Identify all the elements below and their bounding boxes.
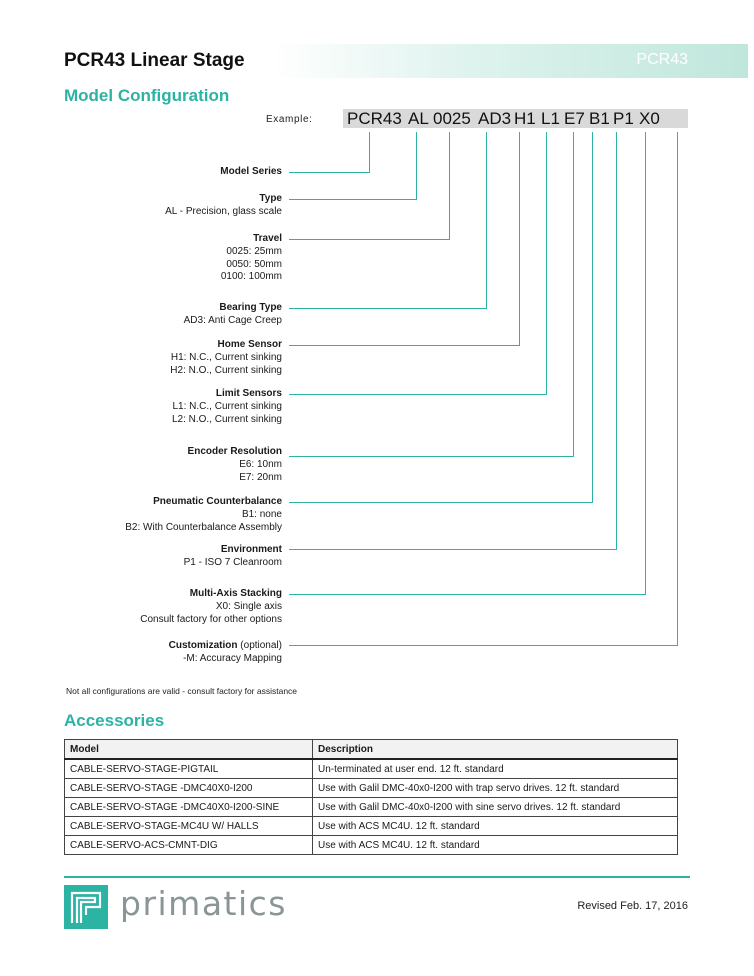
option-line: H1: N.C., Current sinking [170,351,282,363]
code-segment-home-sensor: H1 [514,109,536,128]
option-heading: Multi-Axis Stacking [189,588,282,599]
code-segment-travel: 0025 [433,109,471,128]
connector-model-series [289,132,370,173]
table-row [65,817,678,836]
option-line: E7: 20nm [239,471,282,483]
cell-model: CABLE-SERVO-STAGE -DMC40X0-I200-SINE [65,798,313,817]
option-pneumatic-counterbalance [125,496,282,534]
column-header-model: Model [65,740,313,760]
option-line: E6: 10nm [239,458,282,470]
option-bearing-type [184,302,282,328]
column-header-description: Description [313,740,678,760]
table-header-row [65,740,678,760]
primatics-logo-icon [64,885,108,929]
option-heading: Travel [253,233,282,244]
option-line: -M: Accuracy Mapping [183,652,282,664]
option-heading: Pneumatic Counterbalance [153,496,282,507]
table-row [65,798,678,817]
option-line: H2: N.O., Current sinking [170,364,282,376]
option-line: L1: N.C., Current sinking [172,400,282,412]
option-line: 0025: 25mm [226,245,282,257]
revision-date: Revised Feb. 17, 2016 [577,900,688,912]
option-type [165,193,282,219]
option-heading-note: (optional) [240,640,282,651]
option-line: B1: none [241,508,282,520]
option-heading: Limit Sensors [215,388,282,399]
connector-encoder-resolution [289,132,574,457]
cell-description: Use with Galil DMC-40x0-I200 with trap servo drives. 12 ft. standard [313,779,678,798]
code-segment-encoder: E7 [564,109,585,128]
option-line: B2: With Counterbalance Assembly [125,521,282,533]
option-home-sensor [170,339,282,377]
connector-customization [289,132,678,646]
cell-model: CABLE-SERVO-STAGE -DMC40X0-I200 [65,779,313,798]
accessories-heading: Accessories [64,711,165,730]
code-segment-type: AL [408,109,429,128]
table-row [65,836,678,855]
code-segment-limit-sensors: L1 [541,109,560,128]
option-heading: Type [259,193,282,204]
option-line: L2: N.O., Current sinking [171,413,282,425]
option-model-series [220,166,282,179]
option-line: 0050: 50mm [226,258,282,270]
connector-home-sensor [289,132,520,346]
option-encoder-resolution [188,446,282,484]
option-multi-axis-stacking [140,588,282,626]
option-limit-sensors [172,388,282,426]
option-heading: Model Series [220,166,282,177]
table-row [65,779,678,798]
brand-wordmark: primatics [120,884,287,923]
option-customization [169,640,282,666]
option-line: AL - Precision, glass scale [165,205,282,217]
example-label: Example: [266,114,313,125]
cell-model: CABLE-SERVO-ACS-CMNT-DIG [65,836,313,855]
connector-bearing-type [289,132,487,309]
option-line: AD3: Anti Cage Creep [183,314,282,326]
option-heading: Home Sensor [217,339,282,350]
cell-description: Un-terminated at user end. 12 ft. standard [313,759,678,779]
code-segment-counterbalance: B1 [589,109,610,128]
code-segment-bearing: AD3 [478,109,512,128]
configuration-note: Not all configurations are valid - consult factory for assistance [66,686,298,696]
accessories-table [64,739,678,855]
page-title: PCR43 Linear Stage [64,50,245,71]
code-segment-stacking: X0 [639,109,660,128]
option-line: P1 - ISO 7 Cleanroom [183,556,282,568]
footer-rule [64,876,690,878]
option-travel [221,233,282,284]
option-heading: Environment [220,544,282,555]
code-segment-model-series: PCR43 [347,109,402,128]
cell-model: CABLE-SERVO-STAGE-MC4U W/ HALLS [65,817,313,836]
option-environment [184,544,282,570]
option-heading: Bearing Type [219,302,282,313]
cell-description: Use with ACS MC4U. 12 ft. standard [313,817,678,836]
cell-model: CABLE-SERVO-STAGE-PIGTAIL [65,759,313,779]
option-line: 0100: 100mm [220,271,282,283]
code-segment-environment: P1 [613,109,634,128]
header-product-tag: PCR43 [636,51,688,68]
option-heading: Encoder Resolution [187,446,282,457]
model-configuration-heading: Model Configuration [64,86,230,105]
connector-environment [289,132,617,550]
cell-description: Use with Galil DMC-40x0-I200 with sine servo drives. 12 ft. standard [313,798,678,817]
cell-description: Use with ACS MC4U. 12 ft. standard [313,836,678,855]
connector-limit-sensors [289,132,547,395]
table-row [65,759,678,779]
option-line: Consult factory for other options [140,613,282,625]
option-heading: Customization [168,640,238,651]
connector-type [289,132,417,200]
option-line: X0: Single axis [215,600,282,612]
